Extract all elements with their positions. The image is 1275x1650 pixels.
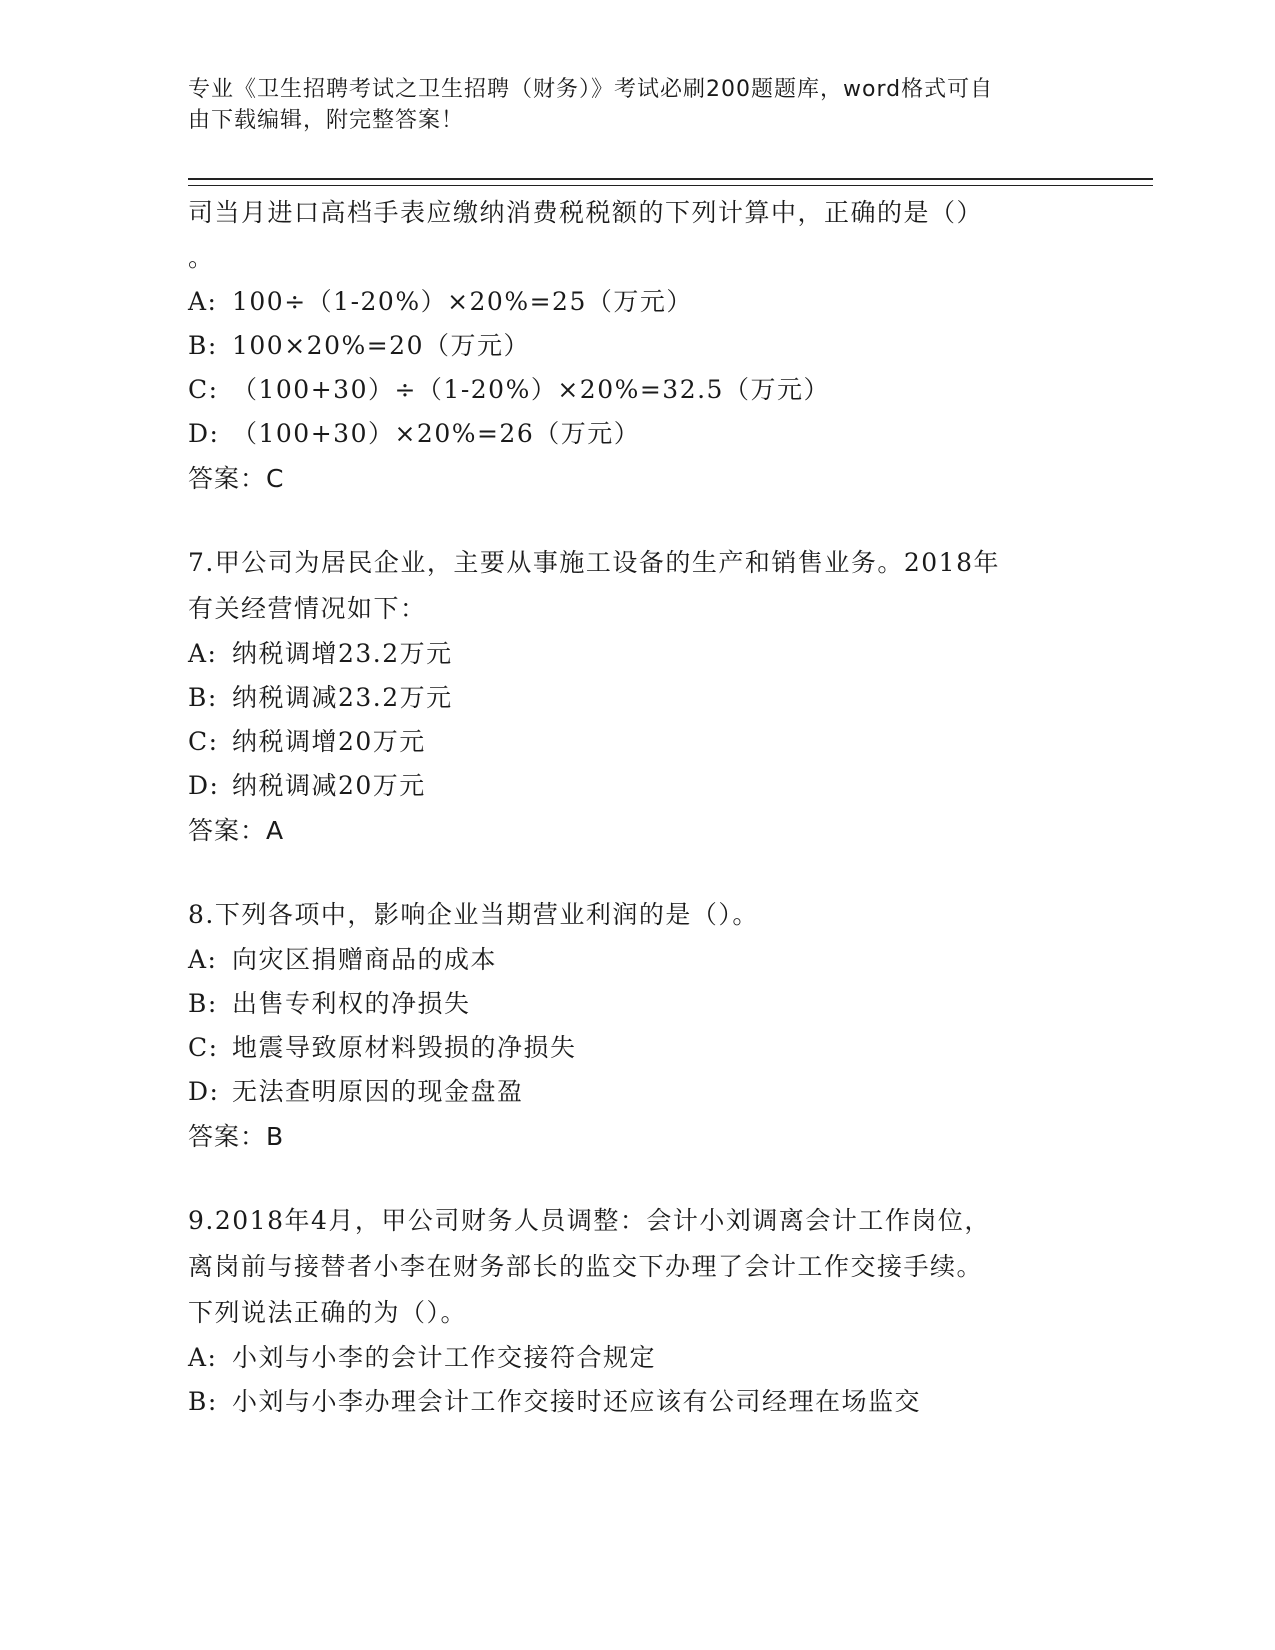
option-text: （100+30）×20%=26（万元） xyxy=(232,419,641,448)
option-b xyxy=(188,324,1088,368)
question-stem: 下列说法正确的为（）。 xyxy=(188,1298,468,1327)
option-letter: B: xyxy=(188,683,218,712)
answer-label: 答案：A xyxy=(188,816,285,845)
option-a xyxy=(188,280,1088,324)
option-d xyxy=(188,764,1088,808)
option-text: 向灾区捐赠商品的成本 xyxy=(232,945,498,974)
question-spacer xyxy=(188,502,1088,540)
option-letter: B: xyxy=(188,331,218,360)
question-stem: 9.2018年4月，甲公司财务人员调整：会计小刘调离会计工作岗位， xyxy=(188,1206,991,1235)
question-7 xyxy=(188,540,1088,854)
option-letter: D: xyxy=(188,771,220,800)
header-line-1: 专业《卫生招聘考试之卫生招聘（财务）》考试必刷200题题库，word格式可自 xyxy=(188,77,994,102)
option-text: 100×20%=20（万元） xyxy=(232,331,530,360)
option-d xyxy=(188,1070,1088,1114)
option-c xyxy=(188,720,1088,764)
option-letter: B: xyxy=(188,1387,218,1416)
option-c xyxy=(188,368,1088,412)
option-d xyxy=(188,412,1088,456)
option-letter: C: xyxy=(188,375,219,404)
option-text: 纳税调减23.2万元 xyxy=(232,683,453,712)
document-header xyxy=(188,74,1068,136)
option-letter: C: xyxy=(188,727,219,756)
answer-label: 答案：C xyxy=(188,464,285,493)
question-stem: 。 xyxy=(188,243,215,272)
option-a xyxy=(188,1336,1088,1380)
option-c xyxy=(188,1026,1088,1070)
question-stem: 离岗前与接替者小李在财务部长的监交下办理了会计工作交接手续。 xyxy=(188,1252,984,1281)
option-text: （100+30）÷（1-20%）×20%=32.5（万元） xyxy=(232,375,830,404)
option-text: 无法查明原因的现金盘盈 xyxy=(232,1077,524,1106)
question-stem: 有关经营情况如下： xyxy=(188,594,427,623)
option-text: 纳税调增20万元 xyxy=(232,727,426,756)
option-b xyxy=(188,676,1088,720)
option-letter: A: xyxy=(188,945,218,974)
option-a xyxy=(188,632,1088,676)
answer-label: 答案：B xyxy=(188,1122,285,1151)
option-text: 纳税调增23.2万元 xyxy=(232,639,453,668)
option-text: 地震导致原材料毁损的净损失 xyxy=(232,1033,577,1062)
question-stem: 7.甲公司为居民企业，主要从事施工设备的生产和销售业务。2018年 xyxy=(188,548,1000,577)
option-text: 小刘与小李办理会计工作交接时还应该有公司经理在场监交 xyxy=(232,1387,922,1416)
option-text: 纳税调减20万元 xyxy=(232,771,426,800)
question-stem: 8.下列各项中，影响企业当期营业利润的是（）。 xyxy=(188,900,759,929)
option-a xyxy=(188,938,1088,982)
option-letter: D: xyxy=(188,1077,220,1106)
question-spacer xyxy=(188,854,1088,892)
question-9 xyxy=(188,1198,1088,1424)
option-letter: A: xyxy=(188,639,218,668)
option-letter: D: xyxy=(188,419,220,448)
header-line-2: 由下载编辑，附完整答案！ xyxy=(188,108,465,133)
question-list xyxy=(188,190,1088,1424)
header-divider xyxy=(188,178,1153,186)
question-6 xyxy=(188,190,1088,502)
option-b xyxy=(188,1380,1088,1424)
question-stem: 司当月进口高档手表应缴纳消费税税额的下列计算中，正确的是（） xyxy=(188,198,984,227)
option-text: 小刘与小李的会计工作交接符合规定 xyxy=(232,1343,657,1372)
option-letter: A: xyxy=(188,1343,218,1372)
option-text: 出售专利权的净损失 xyxy=(232,989,471,1018)
question-spacer xyxy=(188,1160,1088,1198)
question-8 xyxy=(188,892,1088,1160)
option-letter: C: xyxy=(188,1033,219,1062)
option-text: 100÷（1-20%）×20%=25（万元） xyxy=(232,287,693,316)
option-b xyxy=(188,982,1088,1026)
option-letter: A: xyxy=(188,287,218,316)
option-letter: B: xyxy=(188,989,218,1018)
